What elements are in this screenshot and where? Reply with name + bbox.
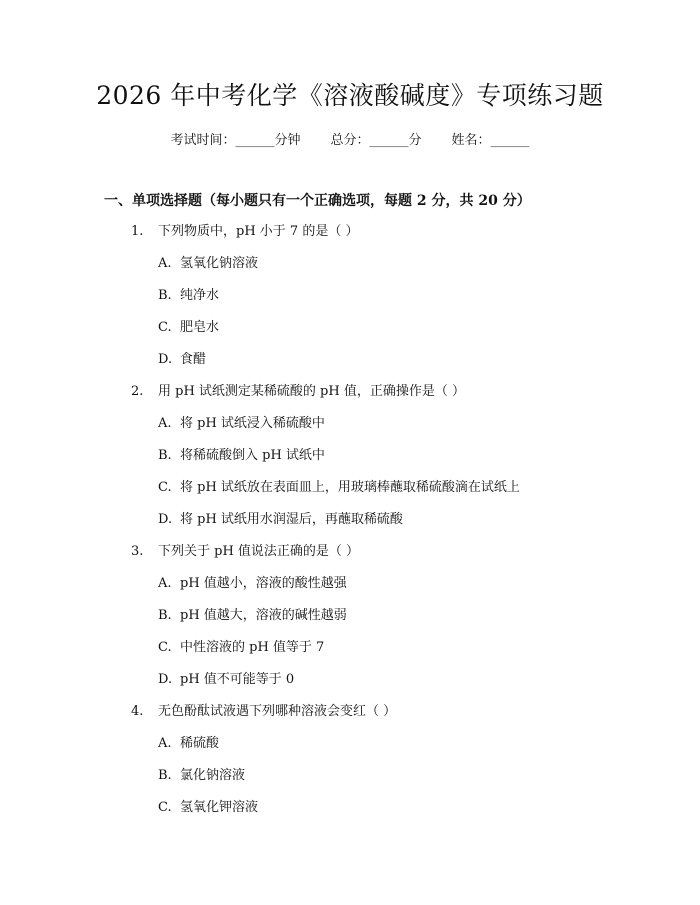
option-text: 氯化钠溶液	[180, 768, 246, 783]
option-letter: A.	[158, 736, 172, 751]
total-score-label: 总分：______分	[330, 133, 422, 148]
option-text: 稀硫酸	[180, 736, 220, 751]
option-text: 肥皂水	[180, 320, 220, 335]
page-title: 2026 年中考化学《溶液酸碱度》专项练习题	[96, 81, 604, 110]
option-text: 食醋	[180, 352, 207, 367]
question-number: 2.	[131, 384, 144, 399]
option-text: pH 值越大，溶液的碱性越弱	[180, 608, 347, 623]
option-text: 氢氧化钠溶液	[180, 256, 259, 271]
question-text: 用 pH 试纸测定某稀硫酸的 pH 值，正确操作是（ ）	[158, 384, 465, 399]
option-letter: B.	[158, 608, 172, 623]
option-text: 将 pH 试纸浸入稀硫酸中	[180, 416, 325, 431]
student-name-label: 姓名：______	[451, 133, 530, 148]
exam-info-line	[0, 131, 700, 151]
question-text: 下列物质中，pH 小于 7 的是（ ）	[158, 224, 359, 239]
question-number: 1.	[131, 224, 144, 239]
option-letter: C.	[158, 640, 172, 655]
question-text: 下列关于 pH 值说法正确的是（ ）	[158, 544, 360, 559]
option-text: 将 pH 试纸放在表面皿上，用玻璃棒蘸取稀硫酸滴在试纸上	[180, 480, 520, 495]
option-letter: D.	[158, 512, 173, 527]
option-text: pH 值越小，溶液的酸性越强	[180, 576, 347, 591]
option-letter: B.	[158, 288, 172, 303]
option-letter: A.	[158, 256, 172, 271]
exam-time-label: 考试时间：______分钟	[170, 133, 301, 148]
option-text: 纯净水	[180, 288, 220, 303]
option-letter: C.	[158, 480, 172, 495]
option-text: 将 pH 试纸用水润湿后，再蘸取稀硫酸	[180, 512, 403, 527]
option-text: 将稀硫酸倒入 pH 试纸中	[180, 448, 325, 463]
option-letter: B.	[158, 768, 172, 783]
option-text: 氢氧化钾溶液	[180, 800, 259, 815]
option-text: 中性溶液的 pH 值等于 7	[180, 640, 325, 655]
option-letter: C.	[158, 320, 172, 335]
option-letter: D.	[158, 352, 173, 367]
option-letter: C.	[158, 800, 172, 815]
option-text: pH 值不可能等于 0	[180, 672, 295, 687]
option-letter: B.	[158, 448, 172, 463]
option-letter: D.	[158, 672, 173, 687]
question-text: 无色酚酞试液遇下列哪种溶液会变红（ ）	[158, 704, 397, 719]
option-letter: A.	[158, 576, 172, 591]
option-letter: A.	[158, 416, 172, 431]
section-heading: 一、单项选择题（每小题只有一个正确选项，每题 2 分，共 20 分）	[104, 193, 531, 209]
question-number: 4.	[131, 704, 144, 719]
question-number: 3.	[131, 544, 144, 559]
